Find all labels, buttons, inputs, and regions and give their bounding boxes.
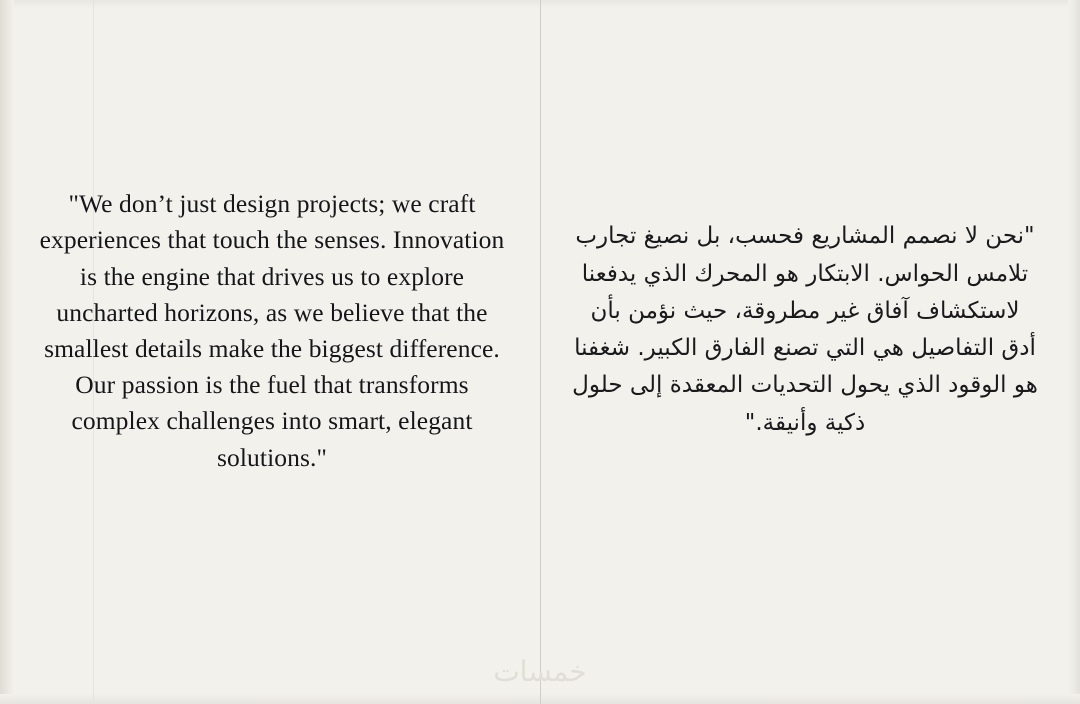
arabic-column	[540, 223, 1080, 442]
english-column	[0, 189, 540, 476]
english-quote-text: "We don’t just design projects; we craft experiences that touch the senses. Innovation is the engine that drives us to explore uncharted horizons, as we believe that the smallest details make the biggest difference. Our passion is the fuel that transforms complex challenges into smart, elegant solutions."	[39, 189, 505, 472]
arabic-quote-text: "نحن لا نصمم المشاريع فحسب، بل نصيغ تجارب تلامس الحواس. الابتكار هو المحرك الذي يدفعنا لاستكشاف آفاق غير مطروقة، حيث نؤمن بأن أدق التفاصيل هي التي تصنع الفارق الكبير. شغفنا هو الوقود الذي يحول التحديات المعقدة إلى حلول ذكية وأنيقة."	[572, 223, 1038, 436]
watermark-text: خمسات	[493, 655, 587, 688]
